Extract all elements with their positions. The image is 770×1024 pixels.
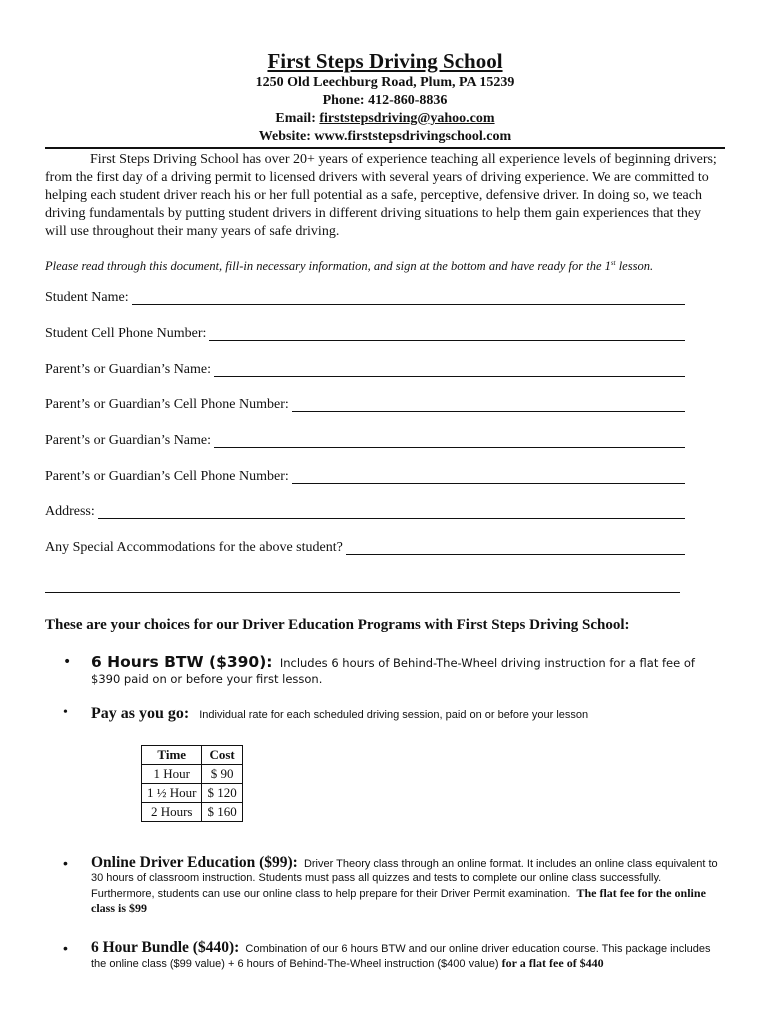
bullet-icon: • [63,854,68,871]
accommodations-continuation-input[interactable] [45,576,680,593]
program-description: Individual rate for each scheduled driving session, paid on or before your lesson [199,708,589,721]
choices-heading: These are your choices for our Driver Education Programs with First Steps Driving School: [45,616,630,633]
table-header-row [142,745,243,764]
field-label: Any Special Accommodations for the above student? [45,539,343,555]
guardian-cell-2-input[interactable] [292,469,685,484]
field-label: Student Name: [45,290,129,306]
field-guardian-name-2 [45,433,685,469]
program-price-note: The flat fee for the online class is $99 [91,885,706,916]
table-cell: 1 Hour [142,764,202,783]
table-cell: $ 120 [202,783,242,802]
field-label: Parent’s or Guardian’s Cell Phone Number: [45,468,289,484]
school-title: First Steps Driving School [267,49,503,73]
guardian-cell-1-input[interactable] [292,397,685,412]
accommodations-input[interactable] [346,540,685,555]
program-pay-as-you-go [45,705,725,822]
program-description: Includes 6 hours of Behind-The-Wheel driving instruction for a flat fee of $390 paid on or before your first lesson. [91,655,695,686]
instructions-end: lesson. [615,259,654,274]
letterhead [45,48,725,146]
school-phone: Phone: 412-860-8836 [322,93,448,108]
table-cell: $ 90 [202,764,242,783]
student-cell-input[interactable] [209,326,685,341]
table-header: Cost [202,745,242,764]
field-label: Parent’s or Guardian’s Name: [45,432,212,448]
bullet-icon: • [63,653,72,670]
table-cell: 1 ½ Hour [142,783,202,802]
program-name: 6 Hour Bundle ($440): [91,938,240,956]
field-label: Student Cell Phone Number: [45,325,207,341]
program-description: Driver Theory class through an online format. It includes an online class equivalent to 30 hours of classroom instruction. Students must pass all quizzes and tests to complete our online class successfully. Furthermore, students can use our online class to help prepare for their Driver Permit examination. [91,857,718,900]
field-label: Parent’s or Guardian’s Name: [45,361,212,377]
school-website[interactable]: Website: www.firststepsdrivingschool.com [258,129,512,144]
field-address [45,504,685,540]
field-label: Parent’s or Guardian’s Cell Phone Number: [45,397,289,413]
instructions [45,255,725,274]
program-name: Online Driver Education ($99): [91,853,298,871]
field-guardian-name-1 [45,362,685,398]
document-page [45,48,725,972]
program-price-note: for a flat fee of $440 [501,956,604,971]
table-row [142,764,243,783]
program-online [45,853,725,917]
table-cell: 2 Hours [142,802,202,821]
field-guardian-cell-1 [45,397,685,433]
field-student-cell [45,326,685,362]
bullet-icon: • [63,704,68,720]
header-divider [45,147,725,149]
guardian-name-1-input[interactable] [214,362,685,377]
rate-table [141,745,243,822]
program-name: 6 Hours BTW ($390): [91,652,273,671]
field-guardian-cell-2 [45,469,685,505]
program-description: Combination of our 6 hours BTW and our online driver education course. This package includes the online class ($99 value) + 6 hours of Behind-The-Wheel instruction ($400 value) [91,942,711,971]
email-label: Email: [275,111,320,126]
program-bundle [45,938,725,972]
field-accommodations [45,540,685,576]
student-info-form [45,290,725,593]
instructions-superscript: st [610,259,616,267]
program-name: Pay as you go: [91,704,190,722]
table-cell: $ 160 [202,802,242,821]
program-btw [45,654,725,687]
school-email [45,110,725,128]
instructions-text: Please read through this document, fill-in necessary information, and sign at the bottom and have ready for the 1 [45,259,611,274]
guardian-name-2-input[interactable] [214,433,685,448]
student-name-input[interactable] [132,290,685,305]
email-link[interactable]: firststepsdriving@yahoo.com [319,111,495,126]
school-address: 1250 Old Leechburg Road, Plum, PA 15239 [255,75,515,90]
bullet-icon: • [63,939,68,956]
field-student-name [45,290,685,326]
table-row [142,783,243,802]
table-header: Time [142,745,202,764]
table-row [142,802,243,821]
field-label: Address: [45,504,95,520]
program-list [45,654,725,972]
intro-paragraph: First Steps Driving School has over 20+ years of experience teaching all experience levels of beginning drivers; from the first day of a driving permit to licensed drivers with several years of driving experience. We are committed to helping each student driver reach his or her full potential as a safe, perceptive, defensive driver. In doing so, we teach driving fundamentals by putting student drivers in different driving situations to help them gain experiences that they will use throughout their many years of safe driving. [45,152,717,239]
address-input[interactable] [98,504,685,519]
